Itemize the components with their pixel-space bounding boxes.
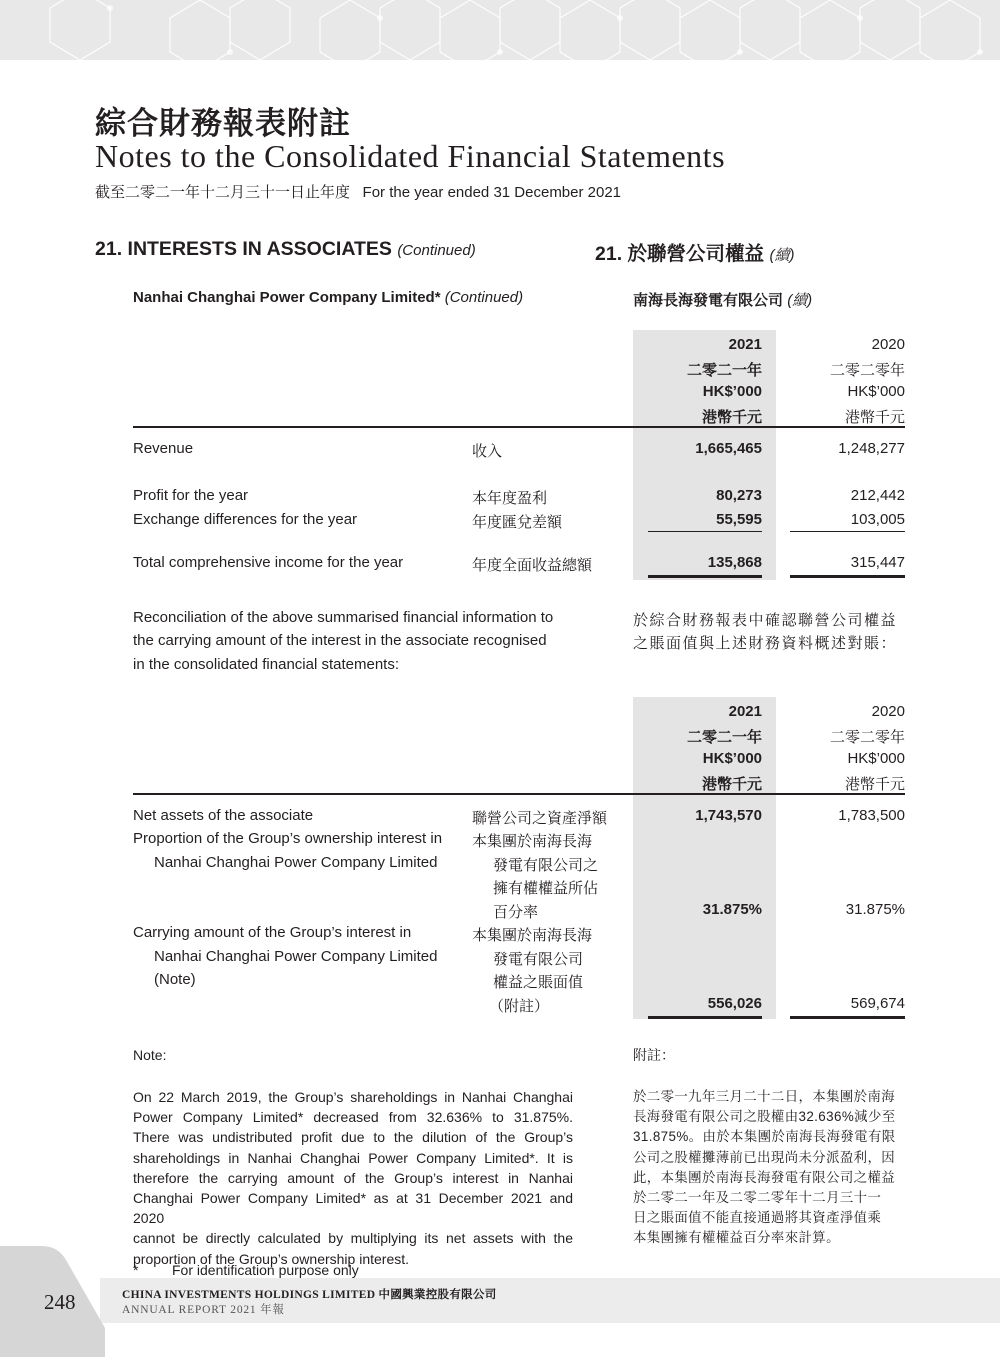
period-line bbox=[95, 181, 621, 202]
page-number: 248 bbox=[44, 1290, 76, 1314]
note-en-line-6: Changhai Power Company Limited* as at 31 December 2021 and 2020 bbox=[133, 1190, 573, 1227]
t1-col2021-unit: HK$’000 bbox=[702, 383, 762, 400]
t2-total-rule-2020 bbox=[790, 1016, 905, 1019]
revenue-label-cn: 收入 bbox=[472, 443, 503, 460]
note-body-en bbox=[133, 1087, 573, 1269]
revenue-label-en: Revenue bbox=[133, 440, 194, 457]
note-cn-line-2: 長海發電有限公司之股權由32.636%減少至 bbox=[633, 1109, 896, 1125]
exchange-label-cn: 年度匯兌差額 bbox=[472, 514, 563, 531]
proportion-label-cn-4: 百分率 bbox=[493, 904, 539, 921]
company-continued-en: (Continued) bbox=[444, 289, 524, 306]
section-title-cn: 21. 於聯營公司權益 bbox=[595, 243, 765, 265]
company-name-cn: 南海長海發電有限公司 bbox=[633, 292, 784, 309]
total-label-cn: 年度全面收益總額 bbox=[472, 557, 593, 574]
t1-subtotal-rule-2020 bbox=[790, 531, 905, 532]
proportion-label-cn-3: 擁有權權益所佔 bbox=[493, 880, 599, 897]
page-title-cn: 綜合財務報表附註 bbox=[95, 106, 351, 142]
footer-report: ANNUAL REPORT 2021 年報 bbox=[122, 1304, 285, 1316]
t2-col2021-unit: HK$’000 bbox=[702, 750, 762, 767]
recon-en-line-1: Reconciliation of the above summarised financial information to bbox=[133, 609, 554, 626]
note-cn-line-4: 公司之股權攤薄前已出現尚未分派盈利，因 bbox=[633, 1149, 896, 1165]
recon-en-line-3: in the consolidated financial statements: bbox=[133, 656, 399, 673]
note-en-line-3: There was undistributed profit due to the dilution of the Group’s bbox=[133, 1129, 573, 1146]
net-assets-2021: 1,743,570 bbox=[695, 807, 762, 824]
t2-col2020-unit: HK$’000 bbox=[847, 750, 905, 767]
profit-2021: 80,273 bbox=[716, 487, 762, 504]
note-body-cn bbox=[633, 1087, 905, 1249]
note-en-line-1: On 22 March 2019, the Group’s shareholdings in Nanhai Changhai bbox=[133, 1089, 573, 1105]
note-label-en: Note: bbox=[133, 1047, 167, 1063]
carrying-2021: 556,026 bbox=[707, 995, 762, 1012]
exchange-2021: 55,595 bbox=[716, 511, 762, 528]
total-2021: 135,868 bbox=[707, 554, 762, 571]
proportion-2020: 31.875% bbox=[845, 901, 905, 918]
t1-col2020-year-cn: 二零二零年 bbox=[829, 362, 905, 379]
t2-col2020-year: 2020 bbox=[871, 703, 905, 720]
carrying-label-en-2: Nanhai Changhai Power Company Limited bbox=[154, 948, 438, 965]
t2-header-rule bbox=[133, 793, 905, 795]
exchange-label-en: Exchange differences for the year bbox=[133, 511, 358, 528]
recon-en-line-2: the carrying amount of the interest in the associate recognised bbox=[133, 632, 547, 649]
carrying-label-cn-4: （附註） bbox=[489, 998, 550, 1015]
profit-label-en: Profit for the year bbox=[133, 487, 249, 504]
note-cn-line-8: 本集團擁有權權益百分率來計算。 bbox=[633, 1230, 840, 1246]
proportion-2021: 31.875% bbox=[702, 901, 762, 918]
note-label-cn: 附註： bbox=[633, 1047, 675, 1063]
note-en-line-4: shareholdings in Nanhai Changhai Power Company Limited*. It is bbox=[133, 1149, 573, 1166]
hexagon-pattern-graphic bbox=[0, 0, 1000, 60]
company-heading-en bbox=[133, 289, 523, 306]
section-title-en: 21. INTERESTS IN ASSOCIATES bbox=[95, 238, 392, 260]
carrying-label-cn-3: 權益之賬面值 bbox=[493, 974, 584, 991]
t2-col2021-year-cn: 二零二一年 bbox=[686, 729, 762, 746]
note-cn-line-6: 於二零二一年及二零二零年十二月三十一 bbox=[633, 1190, 882, 1206]
footer-company: CHINA INVESTMENTS HOLDINGS LIMITED 中國興業控股有限公司 bbox=[122, 1289, 497, 1301]
t2-col2021-year: 2021 bbox=[728, 703, 762, 720]
revenue-2020: 1,248,277 bbox=[838, 440, 905, 457]
t1-col2020-year: 2020 bbox=[871, 336, 905, 353]
total-label-en: Total comprehensive income for the year bbox=[133, 554, 404, 571]
note-cn-line-7: 日之賬面值不能直接通過將其資產淨值乘 bbox=[633, 1210, 882, 1226]
period-cn: 截至二零二一年十二月三十一日止年度 bbox=[95, 184, 351, 201]
section-heading-en bbox=[95, 238, 476, 261]
t1-col2021-year: 2021 bbox=[728, 336, 762, 353]
total-2020: 315,447 bbox=[850, 554, 905, 571]
t2-col2020-year-cn: 二零二零年 bbox=[829, 729, 905, 746]
t1-total-rule-2020 bbox=[790, 575, 905, 578]
net-assets-label-en: Net assets of the associate bbox=[133, 807, 314, 824]
t1-col2020-unit: HK$’000 bbox=[847, 383, 905, 400]
note-cn-line-3: 31.875%。由於本集團於南海長海發電有限 bbox=[633, 1129, 896, 1145]
note-cn-line-1: 於二零一九年三月二十二日，本集團於南海 bbox=[633, 1089, 896, 1104]
company-heading-cn bbox=[633, 289, 812, 310]
t1-subtotal-rule-2021 bbox=[648, 531, 762, 532]
footnote-text: For identification purpose only bbox=[172, 1262, 359, 1278]
carrying-2020: 569,674 bbox=[850, 995, 905, 1012]
section-heading-cn bbox=[595, 238, 794, 266]
page-title-en: Notes to the Consolidated Financial Statements bbox=[95, 138, 726, 174]
t2-total-rule-2021 bbox=[648, 1016, 762, 1019]
t1-col2021-year-cn: 二零二一年 bbox=[686, 362, 762, 379]
t2-col2020-unit-cn: 港幣千元 bbox=[844, 776, 905, 793]
company-name-en: Nanhai Changhai Power Company Limited* bbox=[133, 289, 441, 306]
company-continued-cn: (續) bbox=[787, 292, 813, 309]
net-assets-label-cn: 聯營公司之資產淨額 bbox=[472, 810, 608, 827]
period-en: For the year ended 31 December 2021 bbox=[362, 184, 622, 201]
t1-total-rule-2021 bbox=[648, 575, 762, 578]
exchange-2020: 103,005 bbox=[850, 511, 905, 528]
note-en-line-7: cannot be directly calculated by multiplying its net assets with the bbox=[133, 1230, 573, 1247]
section-continued-en: (Continued) bbox=[397, 242, 476, 259]
note-cn-line-5: 此，本集團於南海長海發電有限公司之權益 bbox=[633, 1169, 896, 1185]
note-en-line-2: Power Company Limited* decreased from 32.636% to 31.875%. bbox=[133, 1109, 573, 1126]
footnote-mark: * bbox=[133, 1262, 139, 1278]
profit-2020: 212,442 bbox=[850, 487, 905, 504]
carrying-label-en-1: Carrying amount of the Group’s interest in bbox=[133, 924, 412, 941]
recon-cn-line-2: 之賬面值與上述財務資料概述對賬： bbox=[633, 635, 898, 652]
recon-cn-line-1: 於綜合財務報表中確認聯營公司權益 bbox=[633, 612, 898, 629]
note-en-line-5: therefore the carrying amount of the Group’s interest in Nanhai bbox=[133, 1169, 573, 1186]
proportion-label-cn-1: 本集團於南海長海 bbox=[472, 833, 593, 850]
header-pattern bbox=[0, 0, 1000, 60]
profit-label-cn: 本年度盈利 bbox=[472, 490, 548, 507]
t1-col2020-unit-cn: 港幣千元 bbox=[844, 409, 905, 426]
section-continued-cn: (續) bbox=[769, 247, 795, 264]
t2-col2021-unit-cn: 港幣千元 bbox=[701, 776, 762, 793]
revenue-2021: 1,665,465 bbox=[695, 440, 762, 457]
carrying-label-cn-1: 本集團於南海長海 bbox=[472, 927, 593, 944]
t1-col2021-unit-cn: 港幣千元 bbox=[701, 409, 762, 426]
t1-header-rule bbox=[133, 426, 905, 428]
carrying-label-en-3: (Note) bbox=[154, 971, 196, 988]
note-en-line-8: proportion of the Group’s ownership interest. bbox=[133, 1250, 410, 1267]
proportion-label-en-1: Proportion of the Group’s ownership interest in bbox=[133, 830, 443, 847]
net-assets-2020: 1,783,500 bbox=[838, 807, 905, 824]
proportion-label-en-2: Nanhai Changhai Power Company Limited bbox=[154, 854, 438, 871]
proportion-label-cn-2: 發電有限公司之 bbox=[493, 857, 599, 874]
carrying-label-cn-2: 發電有限公司 bbox=[493, 951, 584, 968]
